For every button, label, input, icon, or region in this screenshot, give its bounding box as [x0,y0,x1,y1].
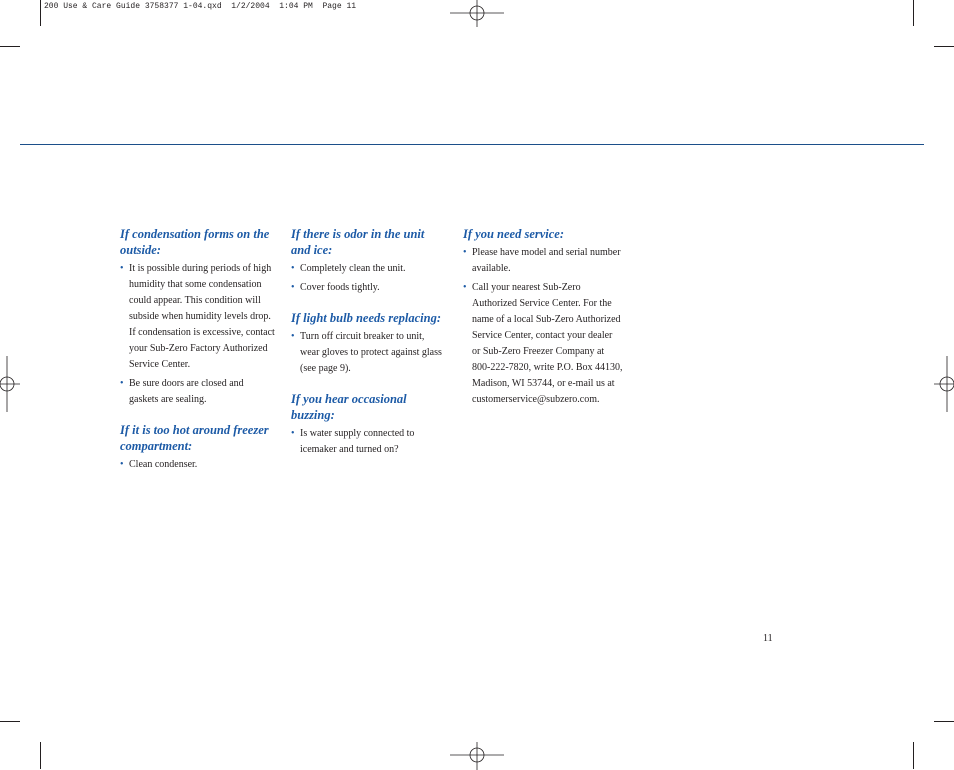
registration-mark-icon [0,356,22,412]
list-item [291,329,446,377]
section-heading: If condensation forms on the outside: [120,227,270,257]
bullet-icon: • [120,378,124,389]
header-rule [20,144,924,145]
column-3 [463,226,623,422]
list-item [291,426,446,458]
list-item [120,376,275,408]
bullet-icon: • [463,247,467,258]
crop-mark [913,0,914,26]
section-light-bulb [291,310,446,377]
section-heading: If you need service: [463,227,565,241]
column-2 [291,226,446,472]
section-odor [291,226,446,296]
list-item-text: Is water supply connected to icemaker and turned on? [300,428,415,455]
section-heading: If light bulb needs replacing: [291,311,442,325]
bullet-list [120,261,275,408]
registration-mark-icon [450,0,504,30]
list-item [463,245,623,277]
bullet-icon: • [463,282,467,293]
crop-mark [40,742,41,769]
bullet-icon: • [291,282,295,293]
bullet-icon: • [120,263,124,274]
list-item-text: Be sure doors are closed and gaskets are sealing. [129,378,244,405]
registration-mark-icon [450,740,504,770]
page-number: 11 [763,633,773,644]
list-item-text: Cover foods tightly. [300,282,380,293]
bullet-icon: • [291,428,295,439]
list-item-text: Clean condenser. [129,459,198,470]
crop-mark [0,721,20,722]
crop-mark [0,46,20,47]
bullet-icon: • [120,459,124,470]
list-item-text: Turn off circuit breaker to unit, wear gloves to protect against glass (see page 9). [300,331,442,374]
crop-mark [934,721,954,722]
column-1 [120,226,275,487]
section-condensation [120,226,275,408]
crop-mark [913,742,914,769]
list-item [291,280,446,296]
bullet-icon: • [291,331,295,342]
section-service [463,226,623,408]
list-item-text: Completely clean the unit. [300,263,406,274]
section-heading: If you hear occasional buzzing: [291,392,407,422]
section-buzzing [291,391,446,458]
registration-mark-icon [932,356,954,412]
list-item [291,261,446,277]
list-item [463,280,623,408]
list-item [120,261,275,373]
list-item-text: Please have model and serial number available. [472,247,621,274]
section-heading: If there is odor in the unit and ice: [291,227,425,257]
bullet-list [120,457,275,473]
bullet-list [291,329,446,377]
crop-mark [40,0,41,26]
bullet-icon: • [291,263,295,274]
bullet-list [291,426,446,458]
section-heading: If it is too hot around freezer compartment: [120,423,269,453]
print-slug: 200 Use & Care Guide 3758377 1-04.qxd 1/2/2004 1:04 PM Page 11 [44,2,357,11]
section-too-hot [120,422,275,473]
bullet-list [463,245,623,408]
list-item [120,457,275,473]
bullet-list [291,261,446,296]
list-item-text: Call your nearest Sub-Zero Authorized Service Center. For the name of a local Sub-Zero Authorized Service Center, contact your dealer or Sub-Zero Freezer Company at 800-222-7820, write P.O. Box 44130, Madison, WI 53744, or e-mail us at customerservice@subzero.com. [472,282,623,405]
crop-mark [934,46,954,47]
list-item-text: It is possible during periods of high humidity that some condensation could appear. This condition will subside when humidity levels drop. If condensation is excessive, contact your Sub-Zero Factory Authorized Service Center. [129,263,275,370]
